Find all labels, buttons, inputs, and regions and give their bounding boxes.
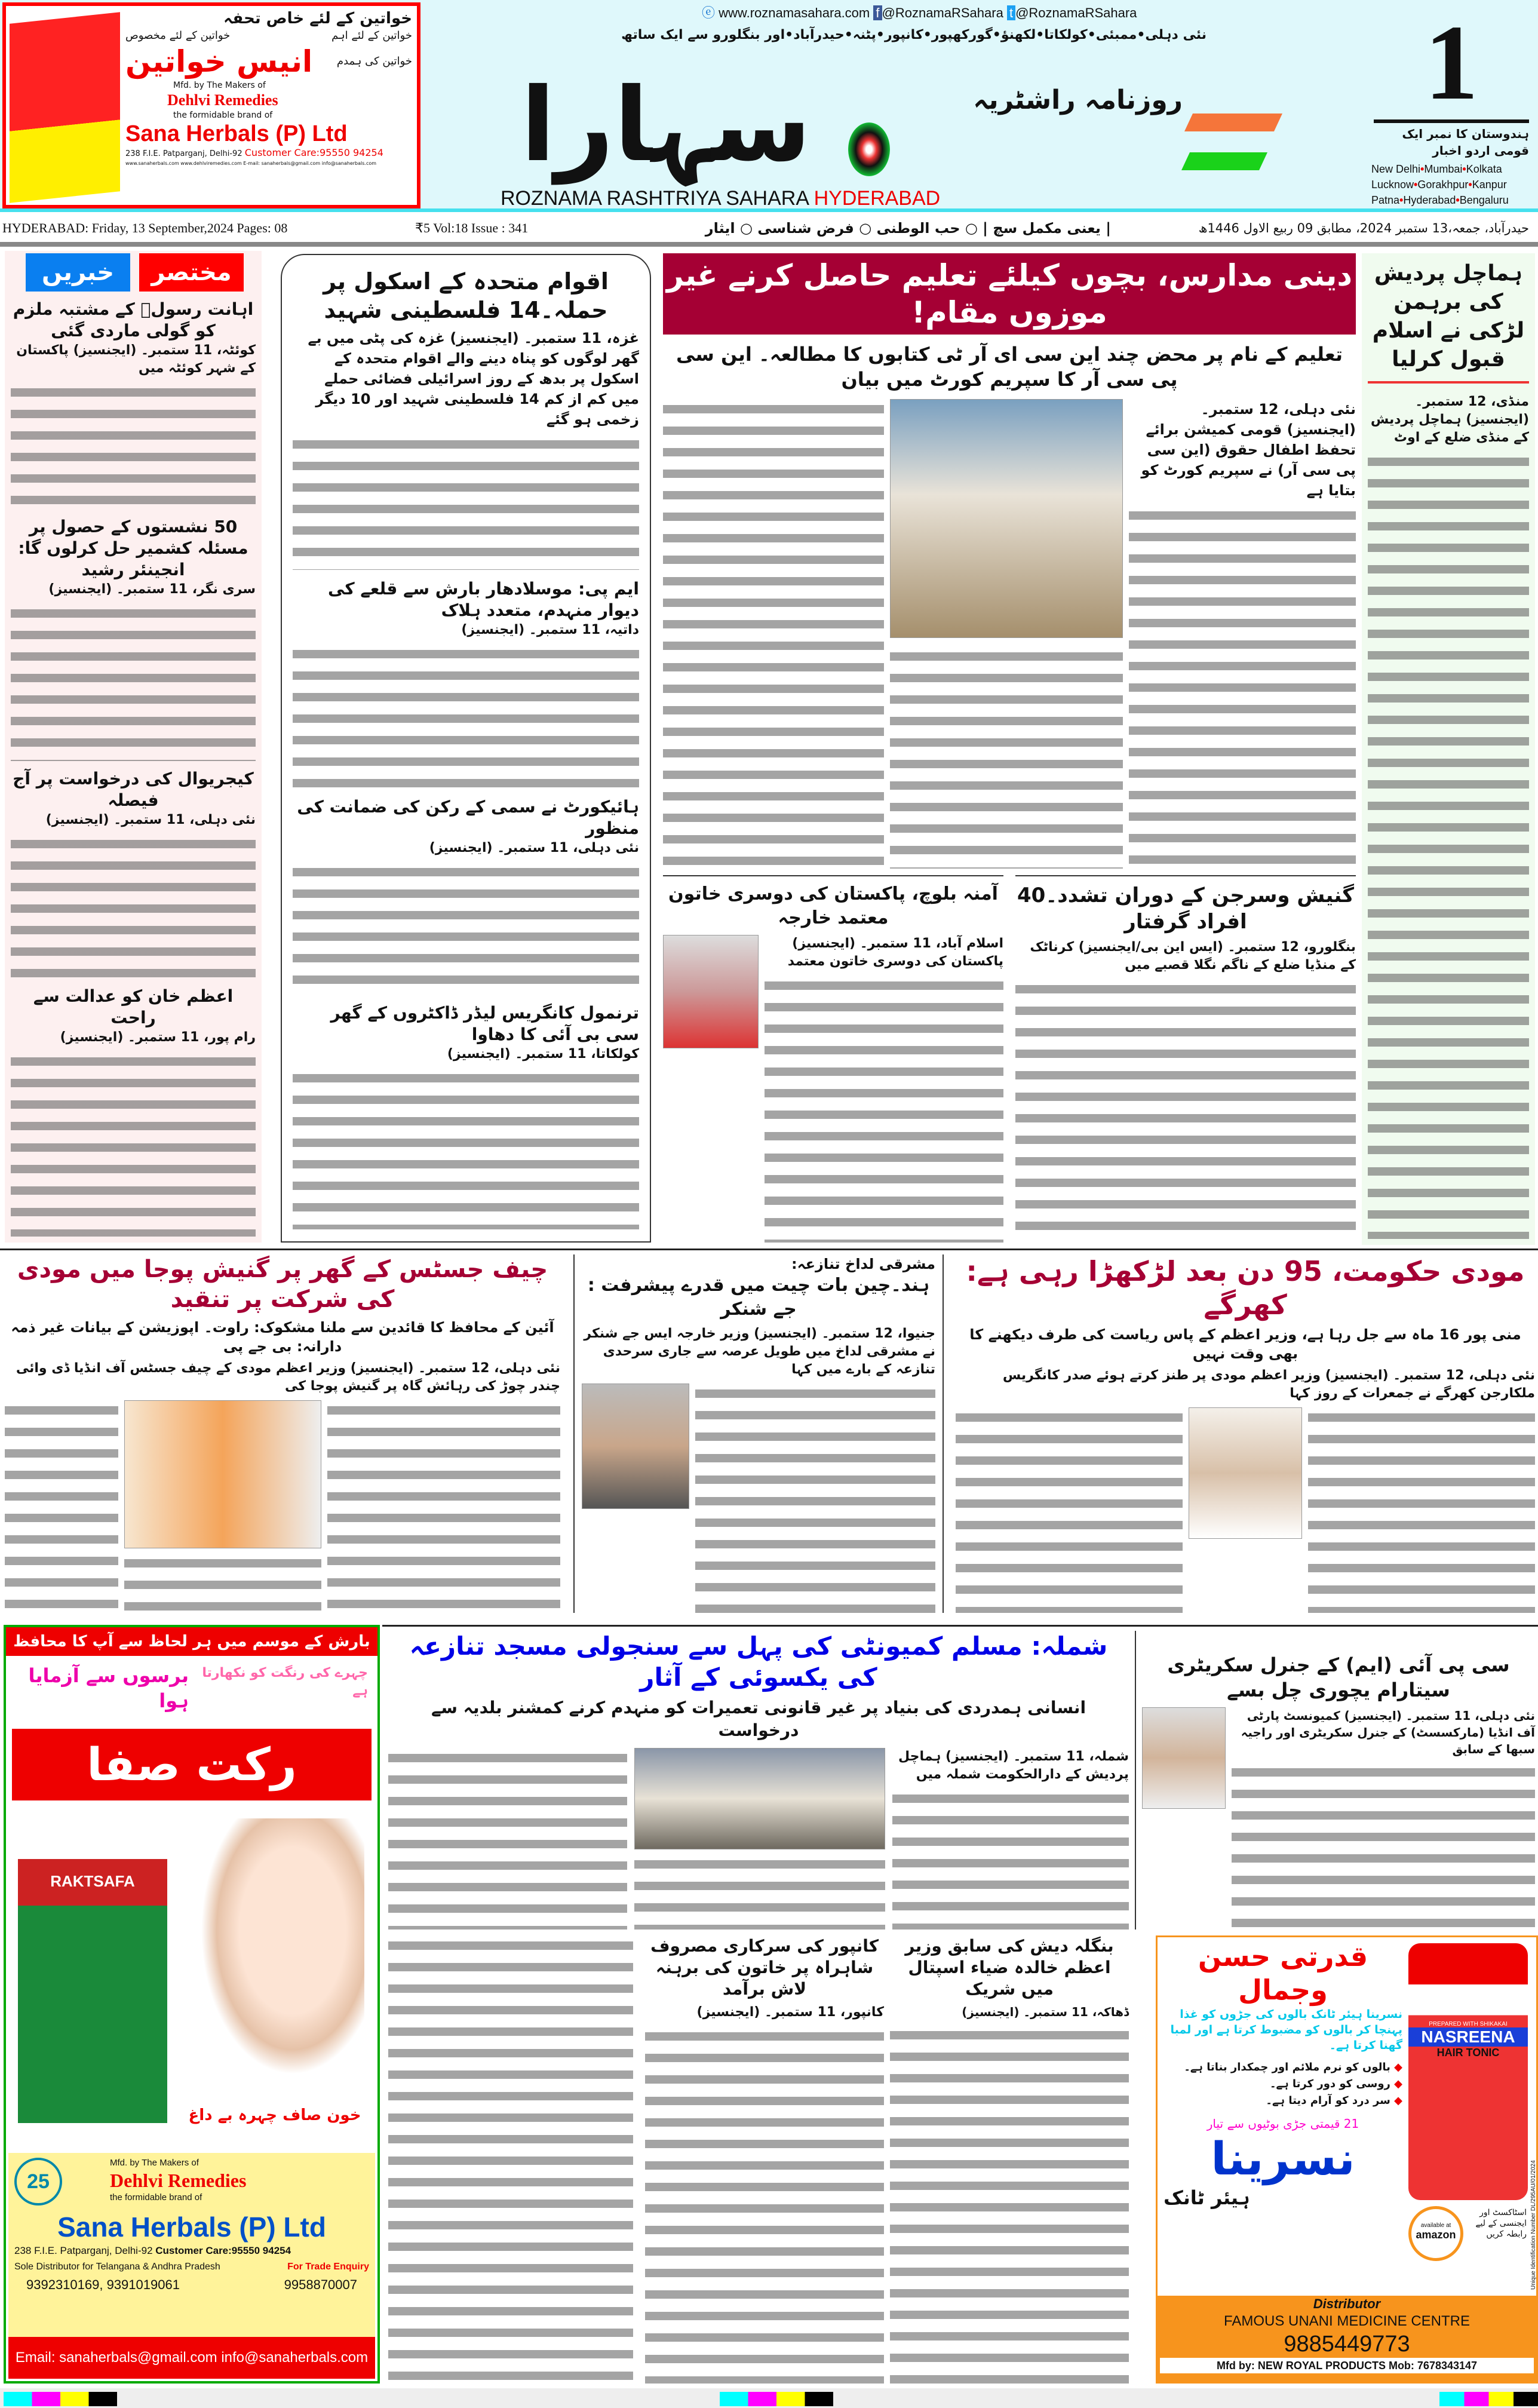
article-body-text [388,1935,633,2384]
shimla-right-column [892,1748,1129,1930]
article-body-text [956,1407,1183,1613]
lead: داتیہ، 11 ستمبر۔ (ایجنسیز) [461,622,639,637]
brief-item [11,768,256,986]
headline: ہائیکورٹ نے سمی کے رکن کی ضمانت کی منظور [297,796,639,838]
edition: Kanpur [1472,179,1507,191]
ad-care: Customer Care:95550 94254 [155,2245,291,2256]
article-body-text [388,1748,627,1930]
lead: نئی دہلی، 11 ستمبر۔ (ایجنسیز) [429,840,639,855]
ad-centre: FAMOUS UNANI MEDICINE CENTRE [1223,2313,1471,2329]
bottle-type: HAIR TONIC [1436,2047,1500,2059]
ad-distributor-block [1158,2296,1536,2382]
ad-brand-urdu: نسرینا [1211,2132,1355,2185]
number-one-logo: 1 [1374,6,1529,123]
photo-jaishankar [582,1384,689,1509]
photo-yechury [1142,1707,1226,1809]
ad-brand-row [125,43,412,80]
amazon-logo: amazon [1416,2229,1456,2241]
lead: کولکاتا، 11 ستمبر۔ (ایجنسیز) [447,1046,639,1062]
masthead [0,0,1538,212]
main-story-columns [663,399,1356,869]
lead: منڈی، 12 ستمبر۔ (ایجنسیز) ہماچل پردیش کے منڈی ضلع کے اوٹ [1370,394,1529,445]
main-headline-box [663,253,1356,335]
ad-web: www.sanaherbals.com www.dehlviremedies.com E-mail: sanaherbals@gmail.com info@sanaherbals.com [125,161,377,166]
article-body-text [327,1400,560,1613]
article-shimla-mosque [388,1631,1129,1930]
article-body-text [890,2025,1129,2384]
bullet-diamond-icon: ◆ [1390,2094,1402,2107]
article-body-text [765,976,1003,1243]
kharge-columns [956,1407,1535,1613]
ad-brand-urdu: رکت صفا [12,1729,372,1800]
dateline-urdu: حیدرآباد، جمعہ،13 ستمبر 2024، مطابق 09 ربیع الاول 1446ھ [1198,221,1529,235]
headline: ہند۔چین بات چیت میں قدرے پیشرفت : جے شنکر [587,1275,930,1320]
brief-news-column [5,251,262,1243]
ad-company: Sana Herbals (P) Ltd [125,121,348,146]
lead: نئی دہلی، 12 ستمبر۔ (ایجنسیز) وزیر اعظم مودی کے چیف جسٹس آف انڈیا ڈی وائی چندر چوڑ کی رہائش گاہ پر گنیش پوجا کی [16,1361,560,1394]
headline: آمنہ بلوچ، پاکستان کی دوسری خاتون معتمد خارجہ [668,884,998,928]
amna-text-column [765,935,1003,1243]
ad-point-text: روسی کو دور کرتا ہے۔ [1269,2078,1390,2090]
shimla-columns [388,1748,1129,1930]
ad-top-banner: بارش کے موسم میں ہر لحاظ سے آپ کا محافظ [6,1627,377,1656]
article-body-text [293,862,639,994]
ad-dehlvi: Dehlvi Remedies [110,2170,247,2191]
logo-sahara: سہارا [520,66,812,185]
shimla-middle-column [634,1748,885,1930]
photo-modi-cji [124,1400,321,1548]
ad-phones: 9392310169, 9391019061 [26,2277,180,2292]
article-amna-baloch [663,875,1003,1243]
yechury-text-column [1232,1707,1535,1930]
article-india-china [573,1254,944,1613]
ad-address: 238 F.I.E. Patparganj, Delhi-92 [14,2245,153,2256]
ad-distributor-label: Distributor [1313,2296,1381,2311]
headline: ایم پی: موسلادھار بارش سے قلعے کی دیوار منہدم، متعدد ہلاک [327,578,639,620]
ad-tagline: چہرے کی رنگت کو نکھارتا ہے [202,1665,368,1698]
lead: ڈھاکہ، 11 ستمبر۔ (ایجنسیز) [962,2005,1129,2019]
kicker: مشرقی لداخ تنازعہ: [791,1256,935,1272]
ad-address: 238 F.I.E. Patparganj, Delhi-92 [125,149,242,158]
dateline-english: HYDERABAD: Friday, 13 September,2024 Pages: 08 [2,220,288,235]
article-body-text [11,603,256,761]
photo-kharge [1189,1407,1302,1539]
article-khaleda-zia [890,1935,1129,2384]
cmyk-swatch [1439,2392,1538,2406]
article-body-text [293,1068,639,1229]
article-kharge [956,1254,1535,1613]
ad-uid: Unique Identification Number DL/295AU/01/2024 [1530,2160,1537,2290]
flag-stripe-green [1181,152,1267,170]
brief-lead: نئی دہلی، 11 ستمبر۔ (ایجنسیز) [45,812,256,828]
brief-item [11,299,256,516]
article-body-text [293,644,639,788]
sun-emblem [848,122,890,176]
cmyk-swatch [4,2392,117,2406]
ad-text-column [1164,1940,1402,2292]
article-himachal [1362,253,1535,1245]
product-box [10,12,120,203]
edition: Kolkata [1466,163,1502,175]
ad-phone: 9885449773 [1284,2332,1410,2357]
dateline-bar [0,216,1538,247]
photo-shimla-meeting [634,1748,885,1849]
article-body-text [695,1384,935,1613]
headline: چیف جسٹس کے گھر پر گنیش پوجا میں مودی کی شرکت پر تنقید [17,1256,548,1313]
edition: Bengaluru [1459,194,1509,206]
article-kanpur [388,1935,884,2384]
ad-tried: برسوں سے آزمایا ہوا [28,1664,189,1712]
illustration-woman [185,1818,364,2099]
brief-lead: کوئٹہ، 11 ستمبر۔ (ایجنسیز) پاکستان کے شہر کوئٹہ میں [16,343,256,376]
ad-line-row [125,29,412,43]
ad-stockist: اسٹاکسٹ اور ایجنسی کے لیے رابطہ کریں [1475,2208,1527,2239]
headline: بنگلہ دیش کی سابق وزیر اعظم خالدہ ضیاء اسپتال میں شریک [905,1936,1114,1999]
facebook-handle[interactable]: @RoznamaRSahara [882,5,1003,20]
ad-mfd: Mfd by: NEW ROYAL PRODUCTS Mob: 7678343147 [1160,2358,1534,2373]
flag-stripe-orange [1184,114,1282,131]
ad-maker-text [110,2158,246,2210]
lead: بنگلورو، 12 ستمبر۔ (ایس این بی/ایجنسیز) کرناٹک کے منڈیا ضلع کے ناگم نگلا قصبے میں [1030,940,1356,973]
ad-mfd: Mfd. by The Makers of [173,81,266,90]
cji-middle-column [124,1400,321,1613]
twitter-handle[interactable]: @RoznamaRSahara [1015,5,1137,20]
ad-trade: For Trade Enquiry [287,2262,369,2272]
brief-list [11,299,256,1237]
twitter-icon: t [1007,5,1015,20]
facebook-icon: f [873,5,882,20]
edition: Hyderabad [1403,194,1456,206]
headline: شملہ: مسلم کمیونٹی کی پہل سے سنجولی مسجد تنازعہ کی یکسوئی کے آثار [409,1631,1108,1692]
main-middle-column [890,399,1123,869]
amazon-badge [1408,2206,1463,2261]
edition-city: HYDERABAD [813,187,941,210]
ad-formidable: the formidable brand of [173,111,273,120]
ad-raktsafa [4,1625,380,2384]
masthead-english [501,186,940,210]
edition: Lucknow [1371,179,1414,191]
headline: ترنمول کانگریس لیڈر ڈاکٹروں کے گھر سی بی آئی کا دھاوا [330,1002,639,1044]
web-icon: ⓔ [702,5,716,20]
brief-tag-mukhtasar: مختصر [139,253,244,292]
headline: مودی حکومت، 95 دن بعد لڑکھڑا رہی ہے: کھرگے [966,1255,1525,1321]
lead: غزہ، 11 ستمبر۔ (ایجنسیز) غزہ کی پٹی میں بے گھر لوگوں کو پناہ دینے والے اقوام متحدہ کے اسکول پر بدھ کے روز اسرائیلی فضائی حملے میں کم از کم 14 فلسطینی شہید اور 10 دیگر زخمی ہو گئے [308,330,639,428]
ad-nasreena [1156,1935,1538,2384]
news-column-2 [281,254,651,1243]
brief-lead: سری نگر، 11 ستمبر۔ (ایجنسیز) [48,581,256,597]
social-links [702,5,1137,22]
headline: کانپور کی سرکاری مصروف شاہراہ پر خاتون کی برہنہ لاش برآمد [650,1936,879,1999]
article-cbi-raid [293,1002,639,1229]
kanpur-right-column [645,1935,884,2384]
lead: نئی دہلی، 11 ستمبر۔ (ایجنسیز) کمیونسٹ پارٹی آف انڈیا (مارکسسٹ) کے جنرل سکریٹری اور راجیہ سبھا کے سابق [1241,1708,1535,1756]
motto: | یعنی مکمل سچ | ○ حب الوطنی ○ فرض شناسی ○ ایثار [705,220,1111,237]
edition: Gorakhpur [1417,179,1469,191]
article-body-text [1129,505,1356,869]
article-body-text [663,399,884,869]
edition: New Delhi [1371,163,1421,175]
ad-point [1164,2059,1402,2076]
yechury-columns [1142,1707,1535,1930]
badge-25-years: 25 [14,2158,62,2205]
section-divider [0,1249,1538,1250]
amna-columns [663,935,1003,1243]
ad-email: Email: sanaherbals@gmail.com info@sanaherbals.com [8,2337,375,2379]
ad-title: قدرتی حسن وجمال [1198,1940,1368,2006]
ad-point-text: بالوں کو نرم ملائم اور چمکدار بناتا ہے۔ [1184,2061,1390,2073]
headline: اقوام متحدہ کے اسکول پر حملہ۔14 فلسطینی شہید [323,268,609,323]
ad-phones: 9958870007 [284,2277,357,2292]
photo-amna-baloch [663,935,759,1048]
article-body-text [11,1051,256,1237]
subtitle-urdu: روزنامہ راشٹریہ [973,85,1183,115]
website-link[interactable]: www.roznamasahara.com [719,5,870,20]
ad-contact-line [8,2244,375,2258]
ad-point-text: سر درد کو آرام دیتا ہے۔ [1266,2094,1390,2107]
cji-columns [5,1400,560,1613]
ad-phone-row [8,2274,375,2294]
color-registration-bar [0,2388,1538,2408]
product-box-raktsafa [18,1812,167,2123]
tagline-urdu: ہندوستان کا نمبر ایک قومی اردو اخبار [1402,127,1529,158]
lead: نئی دہلی، 12 ستمبر۔ (ایجنسیز) وزیر اعظم مودی پر طنز کرتے ہوئے صدر کانگریس ملکارجن کھرگے نے جمعرات کے روز کہا [1002,1368,1535,1401]
lead: جنیوا، 12 ستمبر۔ (ایجنسیز) وزیر خارجہ ایس جے شنکر نے مشرقی لداخ میں طویل عرصہ سے جاری سرحدی تنازعہ کے بارے میں کہا [584,1326,935,1377]
article-body-text [634,1854,885,1930]
lead: کانپور، 11 ستمبر۔ (ایجنسیز) [696,2005,884,2020]
lead: اسلام آباد، 11 ستمبر۔ (ایجنسیز) پاکستان کی دوسری خاتون معتمد [787,936,1003,969]
bottle-brand: NASREENA [1408,2027,1528,2047]
article-mp-rain [293,578,639,796]
bottle-text: PREPARED WITH SHIKAKAI [1429,2021,1508,2027]
ad-herbs: 21 قیمتی جڑی بوٹیوں سے تیار [1207,2116,1359,2131]
price-volume: ₹5 Vol:18 Issue : 341 [415,220,529,235]
ad-formidable: the formidable brand of [110,2192,202,2203]
article-body-text [124,1553,321,1613]
brief-headline: کیجریوال کی درخواست پر آج فیصلہ [13,769,254,811]
ad-line: خواتین کے لئے اہم [331,29,412,42]
box-brand: RAKTSAFA [50,1872,135,1890]
article-body-text [1232,1762,1535,1930]
article-highcourt [293,796,639,1002]
main-subhead: تعلیم کے نام پر محض چند این سی ای آر ٹی کتابوں کا مطالعہ۔ این سی پی سی آر کا سپریم کورٹ میں بیان [676,343,1343,391]
main-story [663,253,1356,869]
ad-line: خواتین کی ہمدم [336,55,412,68]
paper-name-en: ROZNAMA RASHTRIYA SAHARA [501,187,809,210]
ad-brand: انیس خواتین [125,44,313,79]
article-body-text [1368,452,1529,1239]
main-lead: نئی دہلی، 12 ستمبر۔ (ایجنسیز) قومی کمیشن برائے تحفظ اطفال حقوق (این سی پی سی آر) نے سپریم کورٹ کو بتایا ہے [1141,401,1356,499]
ad-address-line [125,147,412,160]
ad-point [1164,2076,1402,2093]
edition: Mumbai [1424,163,1463,175]
china-columns [582,1384,935,1613]
editions-en: New Delhi•Mumbai•Kolkata Lucknow•Gorakhpur•Kanpur Patna•Hyderabad•Bengaluru [1371,163,1509,206]
photo-madrasa-students [890,399,1123,638]
article-body-text [11,834,256,978]
headline: سی پی آئی (ایم) کے جنرل سکریٹری سیتارام یچوری چل بسے [1167,1654,1510,1701]
ad-point [1164,2093,1402,2109]
subhead: انسانی ہمدردی کی بنیاد پر غیر قانونی تعمیرات کو منہدم کرنے کمشنر بلدیہ سے درخواست [431,1698,1086,1740]
article-body-text [892,1789,1129,1930]
ad-care: Customer Care:95550 94254 [244,147,383,158]
lead: شملہ، 11 ستمبر۔ (ایجنسیز) ہماچل پردیش کے دارالحکومت شملہ میں [898,1749,1129,1782]
section-divider [382,1625,1538,1627]
ad-text-column [125,8,412,203]
article-body-text [1015,979,1356,1243]
headline: گنیش وسرجن کے دوران تشدد۔40 افراد گرفتار [1017,884,1354,934]
article-body-text [890,646,1123,869]
ad-slogan: خون صاف چہرہ بے داغ [188,2106,361,2124]
ad-distributor-row [8,2258,375,2274]
brief-tag-khabrein: خبریں [26,253,130,292]
product-bottle [1408,1943,1528,2200]
ad-maker-row [8,2153,375,2210]
ad-line: خواتین کے لئے مخصوص [125,29,231,42]
ad-line: خواتین کے لئے خاص تحفہ [223,10,412,27]
main-headline: دینی مدارس، بچوں کیلئے تعلیم حاصل کرنے غیر موزوں مقام! [666,258,1353,330]
ad-dehlvi: Dehlvi Remedies [167,91,278,109]
article-cji-ganesh-puja [5,1254,560,1613]
cmyk-swatch [720,2392,833,2406]
article-body-text [1308,1407,1535,1613]
brief-item [11,516,256,768]
brief-headline: اہانت رسولؐ کے مشتبہ ملزم کو گولی ماردی گئی [13,299,254,341]
bullet-diamond-icon: ◆ [1390,2078,1402,2090]
article-yechury [1135,1631,1535,1930]
ad-mfd: Mfd. by The Makers of [110,2158,199,2168]
ad-maker-block [8,2153,375,2379]
ad-distributor: Sole Distributor for Telangana & Andhra Pradesh [14,2262,220,2272]
bullet-diamond-icon: ◆ [1390,2061,1402,2073]
ad-type-urdu: ہیئر ٹانک [1164,2186,1250,2209]
subhead: منی پور 16 ماہ سے جل رہا ہے، وزیر اعظم کے پاس ریاست کی طرف دیکھنے کا بھی وقت نہیں [969,1326,1521,1362]
article-un-school [293,267,639,578]
top-ad-anees-khawateen [2,2,420,208]
main-right-column [1129,399,1356,869]
headline: ہماچل پردیش کی برہمن لڑکی نے اسلام قبول کرلیا [1368,259,1529,384]
brief-headline: اعظم خان کو عدالت سے راحت [33,986,234,1027]
brief-item [11,986,256,1237]
ad-company: Sana Herbals (P) Ltd [57,2211,326,2243]
subhead: آئین کے محافظ کا قائدین سے ملنا مشکوک: راوت۔ اپوزیشن کے بیانات غیر ذمہ دارانہ: بی جے پی [11,1319,554,1355]
article-body-text [293,434,639,570]
amazon-small: available at [1420,2222,1451,2229]
article-body-text [645,2026,884,2384]
editions-urdu: نئی دہلی•ممبئی•کولکاتا•لکھنؤ•گورکھپور•کانپور•پٹنہ•حیدرآباد•اور بنگلورو سے ایک ساتھ [621,27,1207,42]
edition: Patna [1371,194,1400,206]
article-body-text [11,382,256,509]
ad-desc: نسرینا ہیئر ٹانک بالوں کی جڑوں کو غذا پہنچا کر بالوں کو مضبوط کرتا ہے اور لمبا گھنا کرتا ہے۔ [1170,2008,1402,2052]
brief-headline: 50 نشستوں کے حصول پر مسئلہ کشمیر حل کرلوں گا: انجینئر رشید [18,516,248,579]
article-body-text [5,1400,118,1613]
article-ganesh [1015,875,1356,1243]
brief-lead: رام پور، 11 ستمبر۔ (ایجنسیز) [60,1029,256,1045]
